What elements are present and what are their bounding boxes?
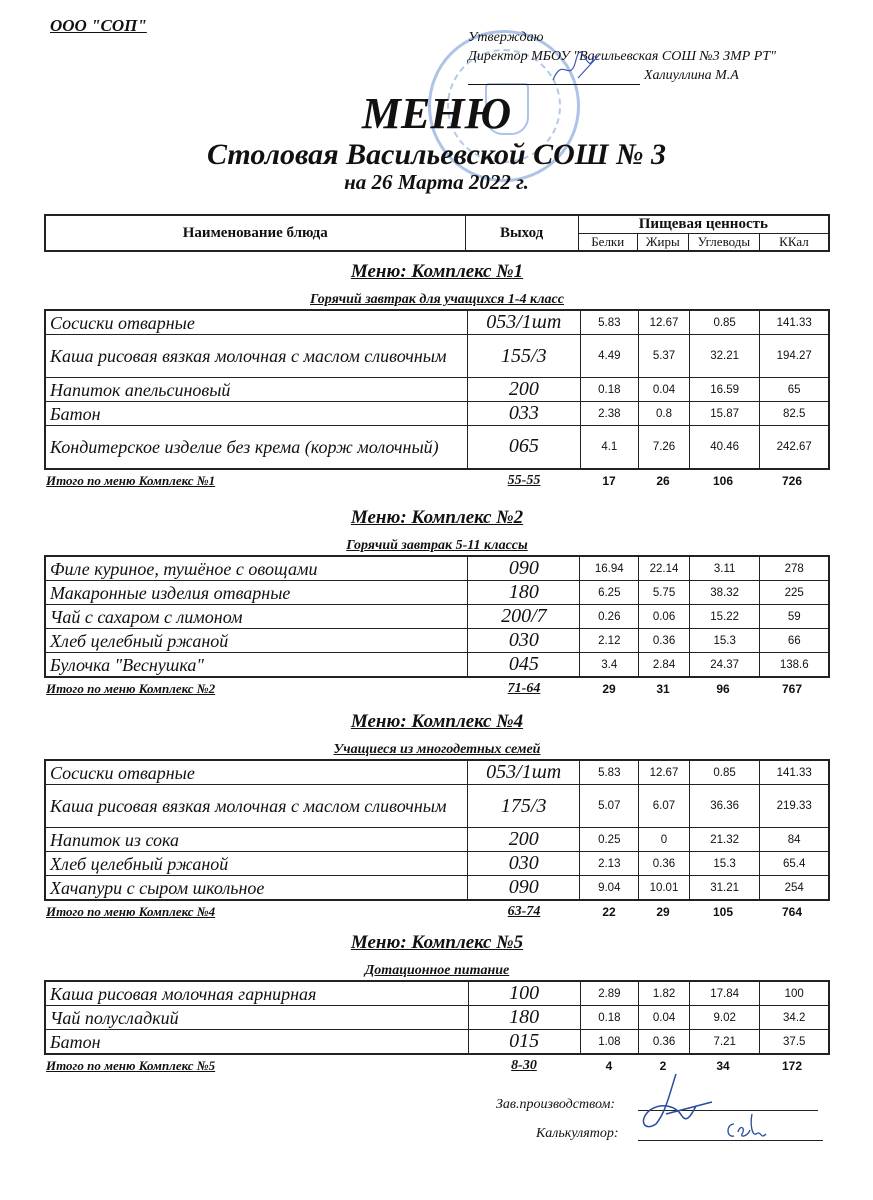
dish-name: Каша рисовая молочная гарнирная	[45, 981, 468, 1006]
header-proteins: Белки	[578, 234, 637, 252]
menu-section-complex-1	[44, 259, 830, 492]
dish-kcal: 225	[760, 581, 829, 605]
dish-output: 065	[468, 426, 581, 469]
table-row	[45, 556, 829, 581]
dish-name: Сосиски отварные	[45, 310, 468, 335]
dish-output: 200	[468, 378, 581, 402]
total-kcal: 172	[781, 1059, 803, 1073]
table-row	[45, 426, 829, 469]
section-title: Меню: Комплекс №5	[350, 932, 524, 953]
table-row	[45, 852, 829, 876]
dish-fats: 6.07	[639, 785, 690, 828]
production-head-signature-icon	[636, 1072, 716, 1132]
dish-name: Каша рисовая вязкая молочная с маслом сливочным	[45, 335, 468, 378]
dish-kcal: 219.33	[760, 785, 829, 828]
total-price: 8-30	[511, 1058, 537, 1073]
dish-kcal: 100	[760, 981, 829, 1006]
dish-kcal: 66	[760, 629, 829, 653]
section-subtitle: Учащиеся из многодетных семей	[333, 742, 541, 757]
table-row	[45, 785, 829, 828]
dish-carbs: 32.21	[689, 335, 759, 378]
dish-fats: 0.36	[639, 852, 690, 876]
dish-fats: 0.06	[639, 605, 690, 629]
total-kcal: 764	[781, 905, 803, 919]
dish-output: 030	[467, 852, 580, 876]
dish-proteins: 5.83	[580, 760, 639, 785]
page-subtitle: Столовая Васильевской СОШ № 3	[206, 138, 667, 171]
menu-section-complex-2	[44, 505, 830, 700]
dish-output: 090	[467, 876, 580, 901]
dish-name: Напиток из сока	[45, 828, 467, 852]
dish-proteins: 4.49	[580, 335, 639, 378]
table-row	[45, 605, 829, 629]
total-label: Итого по меню Комплекс №5	[46, 1058, 216, 1073]
dish-output: 200/7	[468, 605, 580, 629]
dish-proteins: 0.18	[580, 378, 639, 402]
dish-kcal: 141.33	[760, 310, 829, 335]
dish-carbs: 0.85	[689, 760, 759, 785]
dish-name: Чай полусладкий	[45, 1006, 468, 1030]
dish-fats: 0.04	[639, 1006, 690, 1030]
section-subtitle: Горячий завтрак для учащихся 1-4 класс	[310, 292, 564, 307]
dish-proteins: 2.89	[580, 981, 639, 1006]
dish-name: Филе куриное, тушёное с овощами	[45, 556, 468, 581]
approval-label: Утверждаю	[468, 30, 544, 45]
menu-items-table	[44, 759, 830, 901]
dish-fats: 10.01	[639, 876, 690, 901]
dish-fats: 0.36	[639, 1030, 690, 1055]
dish-proteins: 4.1	[580, 426, 639, 469]
dish-proteins: 2.12	[580, 629, 639, 653]
total-kcal: 726	[781, 473, 803, 488]
table-row	[45, 629, 829, 653]
menu-items-table	[44, 309, 830, 470]
total-proteins: 22	[602, 905, 616, 919]
dish-output: 033	[468, 402, 581, 426]
dish-kcal: 65.4	[760, 852, 829, 876]
dish-fats: 22.14	[639, 556, 690, 581]
dish-name: Хачапури с сыром школьное	[45, 876, 467, 901]
dish-fats: 5.75	[639, 581, 690, 605]
header-output: Выход	[465, 215, 578, 251]
section-title: Меню: Комплекс №1	[350, 261, 524, 282]
total-proteins: 17	[602, 473, 616, 488]
dish-name: Батон	[45, 1030, 468, 1055]
approval-signatory: Халиуллина М.А	[644, 68, 739, 83]
header-nutrition: Пищевая ценность	[578, 215, 829, 234]
dish-output: 155/3	[468, 335, 581, 378]
dish-fats: 12.67	[639, 760, 690, 785]
table-row	[45, 981, 829, 1006]
dish-carbs: 21.32	[689, 828, 759, 852]
dish-fats: 0	[639, 828, 690, 852]
dish-kcal: 141.33	[760, 760, 829, 785]
dish-output: 053/1шт	[467, 760, 580, 785]
dish-proteins: 5.07	[580, 785, 639, 828]
dish-carbs: 3.11	[689, 556, 760, 581]
dish-output: 030	[468, 629, 580, 653]
header-kcal: ККал	[759, 234, 829, 252]
table-row	[45, 402, 829, 426]
dish-output: 090	[468, 556, 580, 581]
dish-carbs: 15.22	[689, 605, 760, 629]
section-total	[44, 901, 830, 923]
dish-name: Булочка "Веснушка"	[45, 653, 468, 678]
dish-carbs: 15.3	[689, 629, 760, 653]
dish-carbs: 36.36	[689, 785, 759, 828]
table-row	[45, 653, 829, 678]
total-label: Итого по меню Комплекс №2	[46, 681, 216, 696]
total-label: Итого по меню Комплекс №4	[46, 904, 216, 919]
dish-proteins: 5.83	[580, 310, 639, 335]
header-dish-name: Наименование блюда	[45, 215, 465, 251]
dish-name: Каша рисовая вязкая молочная с маслом сливочным	[45, 785, 467, 828]
total-label: Итого по меню Комплекс №1	[46, 472, 216, 488]
calculator-signature-icon	[722, 1110, 772, 1145]
total-fats: 31	[656, 682, 670, 696]
dish-kcal: 194.27	[760, 335, 829, 378]
dish-proteins: 3.4	[580, 653, 639, 678]
dish-proteins: 2.13	[580, 852, 639, 876]
section-total	[44, 678, 830, 700]
dish-fats: 0.04	[639, 378, 690, 402]
menu-items-table	[44, 555, 830, 678]
section-title: Меню: Комплекс №2	[350, 507, 524, 528]
table-row	[45, 1006, 829, 1030]
section-subtitle: Горячий завтрак 5-11 классы	[346, 538, 528, 553]
dish-proteins: 0.25	[580, 828, 639, 852]
dish-carbs: 0.85	[689, 310, 759, 335]
dish-fats: 7.26	[639, 426, 690, 469]
header-carbs: Углеводы	[688, 234, 759, 252]
section-title: Меню: Комплекс №4	[350, 711, 524, 732]
total-fats: 26	[656, 473, 670, 488]
total-proteins: 29	[602, 682, 616, 696]
dish-kcal: 82.5	[760, 402, 829, 426]
dish-proteins: 9.04	[580, 876, 639, 901]
menu-date: на 26 Марта 2022 г.	[344, 170, 529, 194]
dish-carbs: 40.46	[689, 426, 759, 469]
dish-proteins: 2.38	[580, 402, 639, 426]
dish-carbs: 15.87	[689, 402, 759, 426]
dish-name: Батон	[45, 402, 468, 426]
organization-name: ООО "СОП"	[50, 16, 147, 35]
dish-carbs: 31.21	[689, 876, 759, 901]
dish-carbs: 24.37	[689, 653, 760, 678]
table-row	[45, 1030, 829, 1055]
dish-carbs: 9.02	[689, 1006, 760, 1030]
dish-name: Хлеб целебный ржаной	[45, 629, 468, 653]
table-row	[45, 378, 829, 402]
total-carbs: 106	[712, 473, 734, 488]
dish-output: 200	[467, 828, 580, 852]
calculator-label: Калькулятор:	[536, 1126, 619, 1141]
dish-fats: 5.37	[639, 335, 690, 378]
dish-name: Макаронные изделия отварные	[45, 581, 468, 605]
dish-name: Кондитерское изделие без крема (корж молочный)	[45, 426, 468, 469]
dish-output: 175/3	[467, 785, 580, 828]
dish-output: 180	[468, 581, 580, 605]
total-carbs: 105	[712, 905, 734, 919]
dish-kcal: 59	[760, 605, 829, 629]
total-carbs: 34	[716, 1059, 730, 1073]
dish-kcal: 84	[760, 828, 829, 852]
dish-output: 053/1шт	[468, 310, 581, 335]
dish-name: Чай с сахаром с лимоном	[45, 605, 468, 629]
dish-name: Напиток апельсиновый	[45, 378, 468, 402]
dish-proteins: 6.25	[580, 581, 639, 605]
header-fats: Жиры	[637, 234, 688, 252]
menu-items-table	[44, 980, 830, 1055]
total-fats: 29	[656, 905, 670, 919]
dish-fats: 2.84	[639, 653, 690, 678]
dish-name: Хлеб целебный ржаной	[45, 852, 467, 876]
dish-kcal: 37.5	[760, 1030, 829, 1055]
total-fats: 2	[659, 1059, 667, 1073]
menu-section-complex-4	[44, 709, 830, 923]
dish-kcal: 278	[760, 556, 829, 581]
dish-output: 180	[468, 1006, 580, 1030]
dish-fats: 1.82	[639, 981, 690, 1006]
dish-kcal: 254	[760, 876, 829, 901]
table-row	[45, 310, 829, 335]
dish-output: 045	[468, 653, 580, 678]
section-subtitle: Дотационное питание	[364, 963, 510, 978]
dish-kcal: 34.2	[760, 1006, 829, 1030]
section-total	[44, 470, 830, 492]
total-price: 63-74	[507, 904, 541, 919]
total-proteins: 4	[605, 1059, 613, 1073]
director-signature-icon	[548, 50, 608, 90]
total-price: 55-55	[507, 472, 541, 488]
dish-fats: 12.67	[639, 310, 690, 335]
production-head-label: Зав.производством:	[496, 1097, 616, 1112]
dish-carbs: 38.32	[689, 581, 760, 605]
table-row	[45, 581, 829, 605]
dish-proteins: 16.94	[580, 556, 639, 581]
dish-carbs: 15.3	[689, 852, 759, 876]
dish-kcal: 138.6	[760, 653, 829, 678]
total-price: 71-64	[507, 681, 541, 696]
total-kcal: 767	[781, 682, 803, 696]
dish-proteins: 0.26	[580, 605, 639, 629]
dish-fats: 0.8	[639, 402, 690, 426]
table-row	[45, 760, 829, 785]
approval-position: Директор МБОУ "Васильевская СОШ №3 ЗМР РТ"	[468, 49, 776, 64]
dish-name: Сосиски отварные	[45, 760, 467, 785]
total-carbs: 96	[716, 682, 730, 696]
approval-block	[468, 28, 776, 85]
dish-fats: 0.36	[639, 629, 690, 653]
dish-proteins: 0.18	[580, 1006, 639, 1030]
dish-proteins: 1.08	[580, 1030, 639, 1055]
dish-kcal: 65	[760, 378, 829, 402]
table-row	[45, 335, 829, 378]
table-row	[45, 828, 829, 852]
table-header	[44, 214, 830, 252]
dish-carbs: 7.21	[689, 1030, 760, 1055]
table-row	[45, 876, 829, 901]
approval-signatory-row	[468, 66, 776, 85]
dish-output: 100	[468, 981, 580, 1006]
dish-carbs: 16.59	[689, 378, 759, 402]
dish-kcal: 242.67	[760, 426, 829, 469]
dish-output: 015	[468, 1030, 580, 1055]
menu-section-complex-5	[44, 930, 830, 1077]
page-title: МЕНЮ	[361, 89, 512, 138]
dish-carbs: 17.84	[689, 981, 760, 1006]
